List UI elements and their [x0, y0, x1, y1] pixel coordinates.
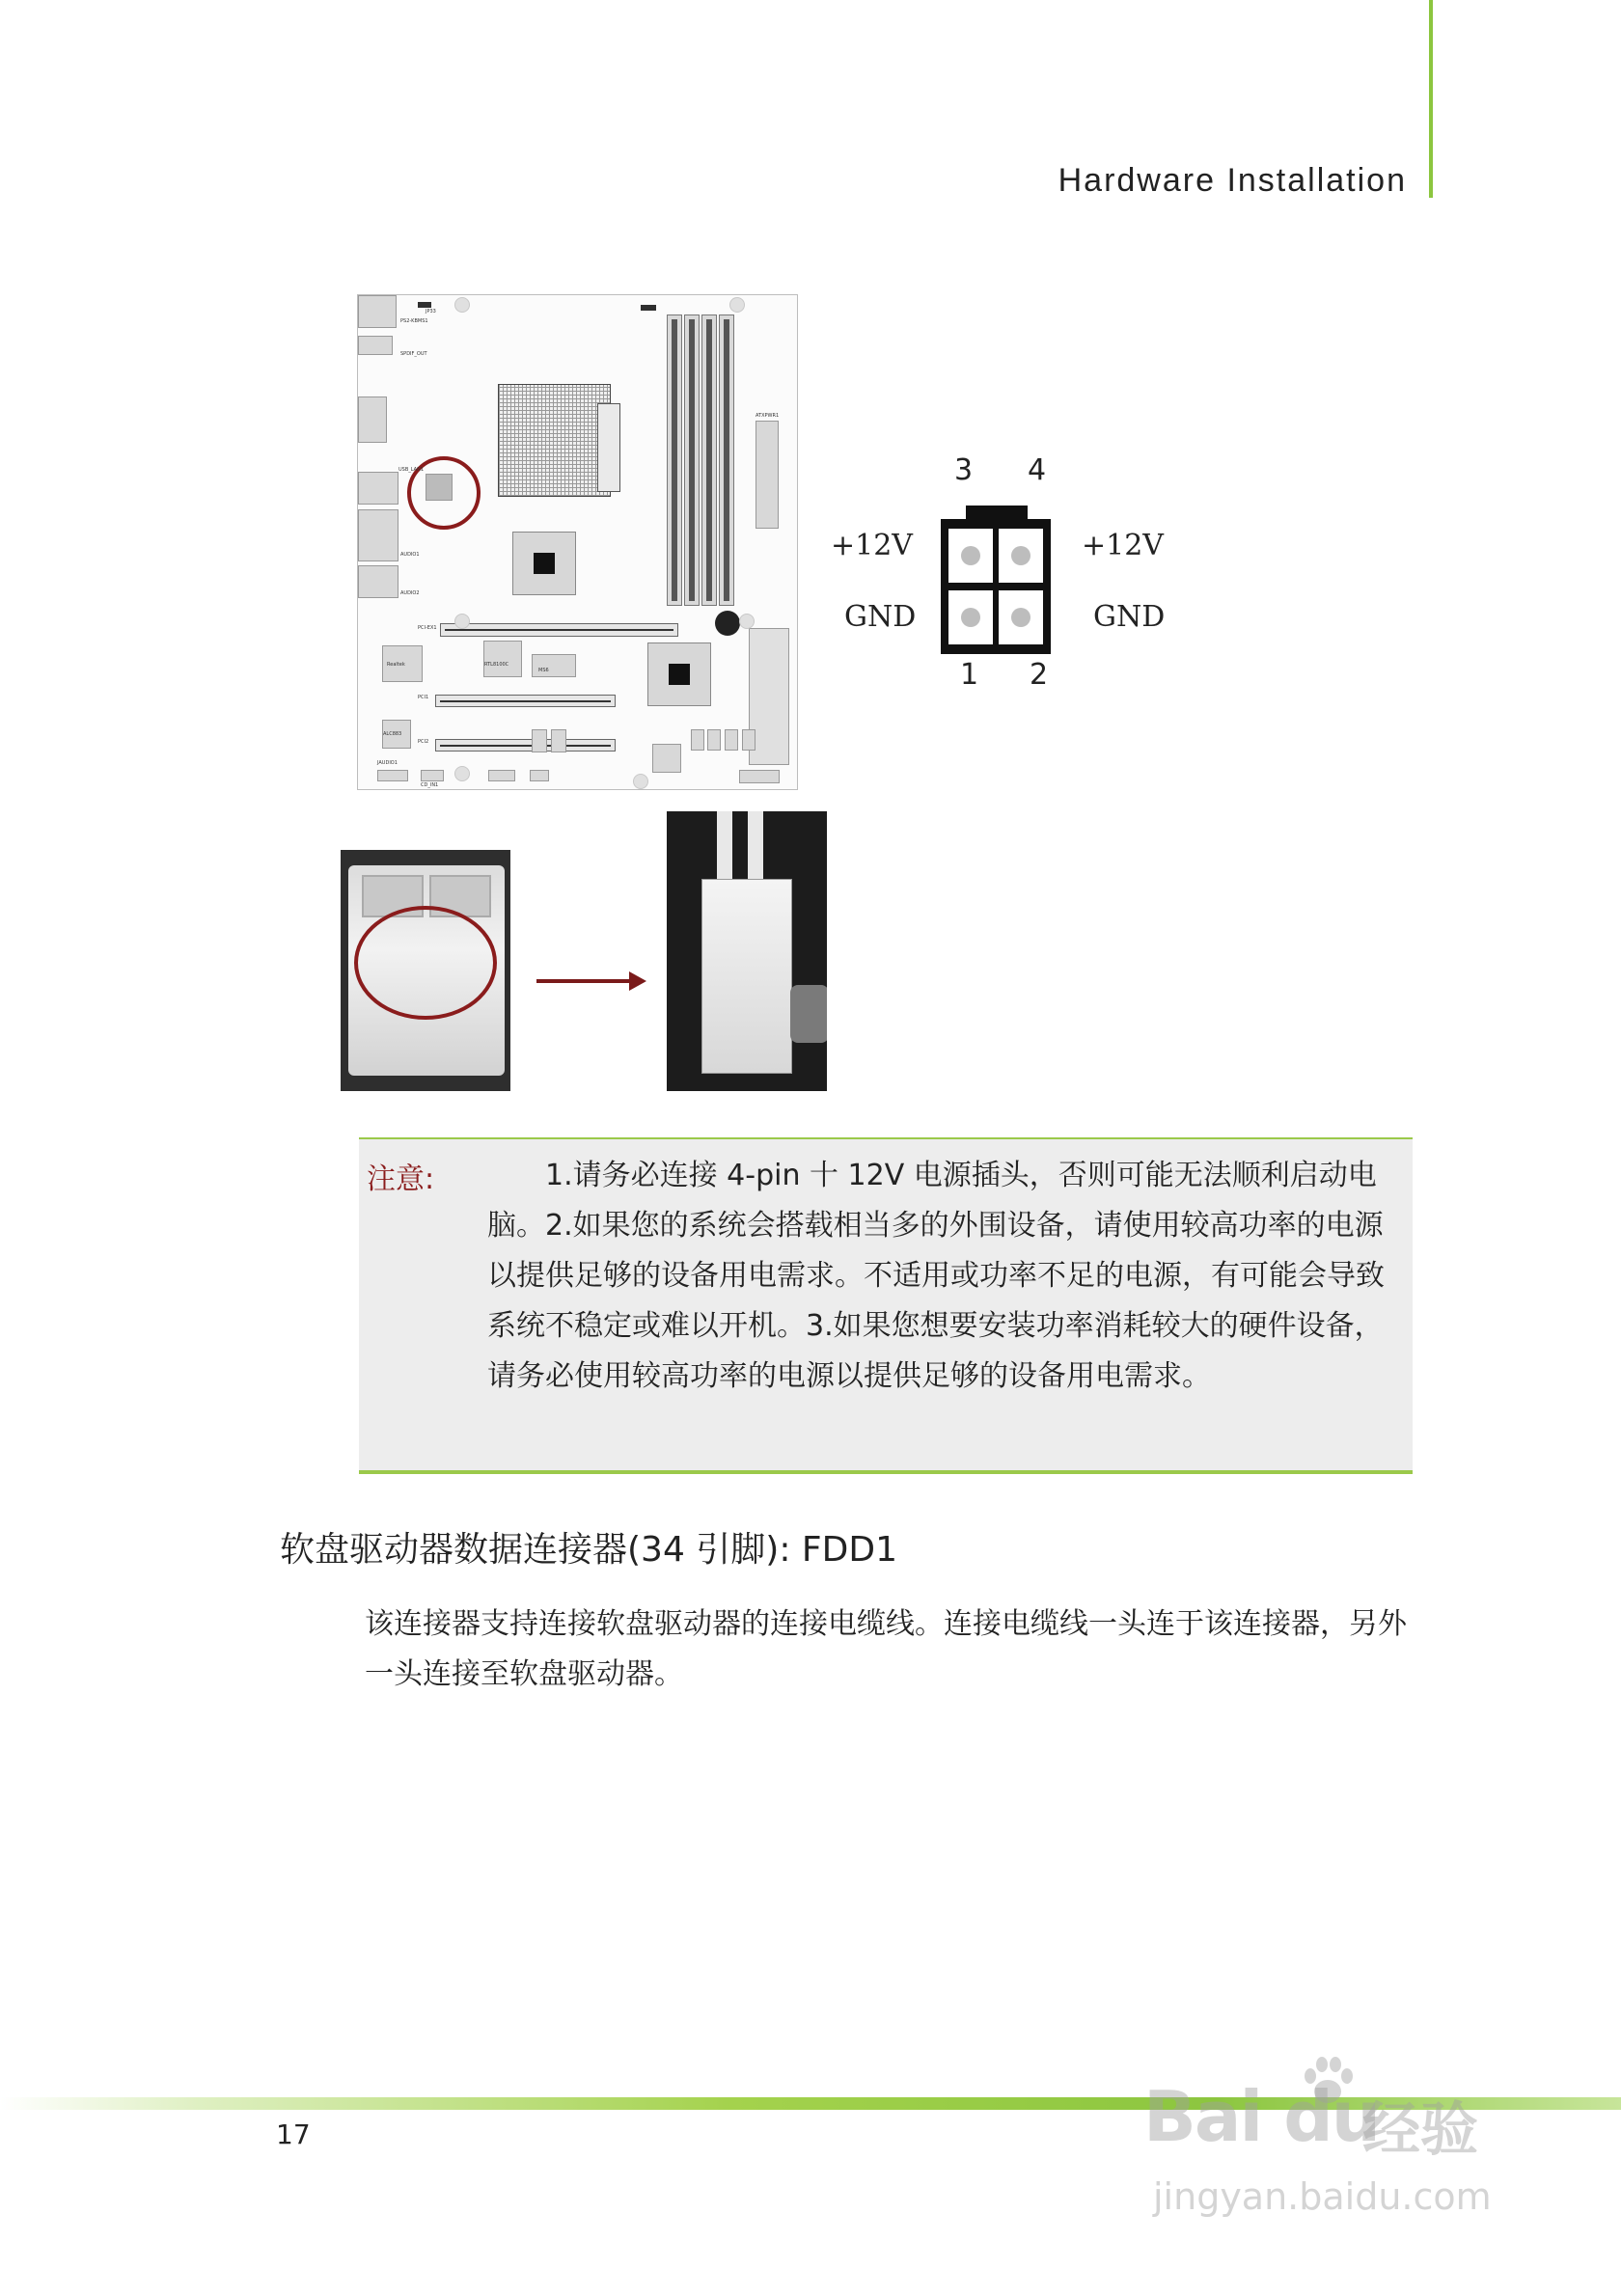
board-label: JP33 — [426, 309, 436, 314]
page-header-title: Hardware Installation — [1058, 162, 1407, 199]
page-number: 17 — [276, 2118, 311, 2150]
pin-label-right-top: +12V — [1082, 529, 1164, 562]
section-body: 该连接器支持连接软盘驱动器的连接电缆线。连接电缆线一头连于该连接器，另外一头连接至软盘驱动器。 — [365, 1607, 1407, 1691]
board-label: Realtek — [387, 662, 405, 668]
io-chip — [652, 744, 681, 773]
audio-port-1 — [358, 509, 398, 561]
pcie-slot — [440, 623, 678, 637]
board-label: PCI2 — [418, 739, 429, 745]
usb-header-1 — [532, 729, 547, 752]
board-label: AUDIO2 — [400, 590, 420, 596]
cpu-socket — [498, 384, 611, 497]
power-cable — [717, 811, 732, 888]
mount-hole — [454, 766, 470, 781]
pci-slot-1 — [435, 695, 616, 707]
watermark-brand: Bai du — [1143, 2076, 1380, 2157]
dimm-slot-4 — [719, 314, 734, 606]
dimm-slot-2 — [684, 314, 700, 606]
section-title: 软盘驱动器数据连接器(34 引脚): FDD1 — [280, 1530, 897, 1570]
com-header — [488, 770, 515, 781]
mount-hole — [633, 774, 648, 789]
pin-number-4: 4 — [1028, 453, 1047, 487]
motherboard-diagram — [357, 294, 798, 790]
audio-port-2 — [358, 565, 398, 598]
lan-chip — [483, 641, 522, 677]
board-label: AUDIO1 — [400, 552, 420, 558]
ps2-port — [358, 295, 397, 328]
note-body: 1.请务必连接 4-pin 十 12V 电源插头，否则可能无法顺利启动电脑。2.如果您的系统会搭载相当多的外围设备，请使用较高功率的电源以提供足够的设备用电需求。不适用或功率不足的电源，有可能会导致系统不稳定或难以开机。3.如果您想要安装功率消耗较大的硬件设备，请务必使用较高功率的电源以提供足够的设备用电需求。 — [487, 1159, 1385, 1393]
board-label: USB_LAN1 — [398, 467, 425, 473]
plug-highlight-circle — [354, 906, 497, 1020]
cd-in-header — [421, 770, 444, 781]
pin-label-left-top: +12V — [831, 529, 913, 562]
battery — [715, 611, 740, 636]
installed-power-plug — [701, 879, 792, 1074]
dimm-slot-1 — [667, 314, 682, 606]
mount-hole — [739, 614, 755, 629]
pin-4 — [999, 529, 1043, 583]
spdif-port — [358, 336, 393, 355]
atx-power-connector — [756, 421, 779, 529]
board-label: MS6 — [538, 668, 549, 673]
front-panel-header — [739, 770, 780, 783]
atx12v-pin-diagram — [815, 453, 1211, 695]
watermark-url: jingyan.baidu.com — [1153, 2175, 1492, 2218]
pin-label-left-bottom: GND — [844, 600, 917, 634]
pin-number-1: 1 — [960, 658, 979, 692]
power-cable — [748, 811, 763, 888]
note-box — [359, 1137, 1413, 1474]
dimm-slot-3 — [701, 314, 717, 606]
usb-header-2 — [551, 729, 566, 752]
atx12v-connector — [426, 474, 453, 501]
board-label: ALC883 — [383, 731, 402, 737]
pci-slot-2 — [435, 739, 616, 752]
board-label: CD_IN1 — [421, 782, 439, 788]
mount-hole — [454, 614, 470, 629]
board-label: PCI-EX1 — [418, 625, 437, 631]
ms6-chip — [532, 654, 576, 677]
sata-1 — [691, 729, 704, 751]
header-accent-line — [1429, 0, 1433, 198]
pin-number-2: 2 — [1030, 658, 1049, 692]
southbridge-chip — [647, 642, 711, 706]
northbridge-chip — [512, 532, 576, 595]
board-label: PS2-KBMS1 — [400, 318, 428, 324]
jaudio-header — [377, 770, 408, 781]
spdif-header — [530, 770, 549, 781]
board-label: RTL8100C — [484, 662, 509, 668]
pin-2 — [999, 590, 1043, 644]
connector-body — [941, 519, 1051, 654]
board-label: PCI1 — [418, 695, 429, 700]
sata-2 — [707, 729, 721, 751]
mount-hole — [729, 297, 745, 313]
pin-1 — [948, 590, 993, 644]
pin-number-3: 3 — [954, 453, 974, 487]
pin-3 — [948, 529, 993, 583]
sata-4 — [742, 729, 756, 751]
arrow-head-icon — [629, 971, 646, 991]
pin-label-right-bottom: GND — [1093, 600, 1166, 634]
note-text — [487, 1151, 1398, 1402]
power-plug-photo — [341, 850, 510, 1091]
capacitor — [790, 985, 827, 1043]
note-label: 注意: — [367, 1162, 435, 1196]
board-label: SPDIF_OUT — [400, 351, 427, 357]
installed-plug-photo — [667, 811, 827, 1091]
usb-lan-port — [358, 472, 398, 505]
arrow-right-icon — [536, 979, 633, 983]
board-label: JAUDIO1 — [377, 760, 398, 766]
jumper — [641, 305, 656, 311]
jumper — [418, 302, 431, 308]
watermark-product: 经验 — [1362, 2096, 1478, 2164]
sata-3 — [725, 729, 738, 751]
board-label: ATXPWR1 — [756, 413, 780, 419]
com-port — [358, 396, 387, 443]
mount-hole — [454, 297, 470, 313]
cpu-socket-lever — [597, 403, 620, 492]
